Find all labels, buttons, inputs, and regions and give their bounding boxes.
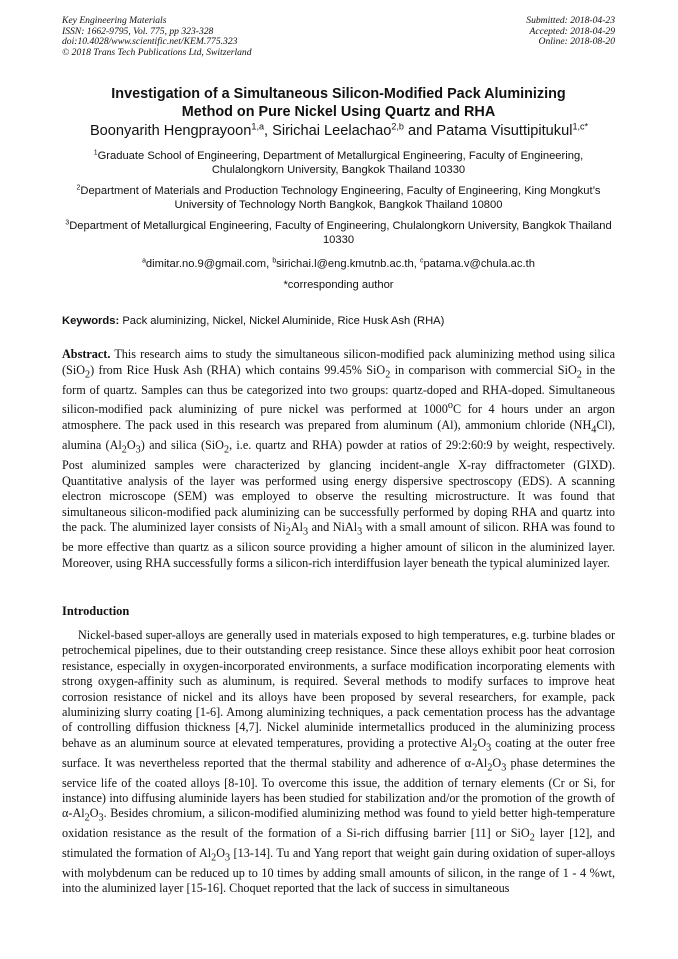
- paper-title: [62, 85, 615, 121]
- abstract-text: C for 4 hours under an argon atmosphere. The pack used in this research was prepared from aluminum (Al), ammonium chloride (NH: [62, 402, 615, 432]
- abstract-text: , i.e. quartz and RHA) powder at ratios of 29:2:60:9 by weight, respectively. Post aluminized samples were characterized by glancing incident-angle X-ray diffractometer (GIXD). Quantitative analysis of the layer was performed using energy dispersive spectroscopy (EDS). A scanning electron microscope (SEM) was employed to observe the resulting microstructure. It was found that simultaneous silicon-modified pack aluminizing can be successfully performed by doping RHA and quartz into the pack. The aluminized layer consists of Ni: [62, 437, 615, 535]
- abstract-text: ) from Rice Husk Ash (RHA) which contains 99.45% SiO: [90, 362, 386, 377]
- email-a-marker: a: [142, 257, 146, 265]
- author-2-affiliation: 2,b: [391, 121, 404, 132]
- intro-text: phase determines the service life of the coated alloys [8-10]. To overcome this issue, the addition of ternary elements (Cr or Si, for instance) into diffusing aluminide layers has been studied for stabilization and/or the promotion of the growth of α-Al: [62, 755, 616, 821]
- intro-text: O: [89, 806, 99, 821]
- affiliation-1-number: 1: [93, 149, 98, 157]
- abstract-text: and NiAl: [308, 520, 358, 535]
- email-b[interactable]: sirichai.l@eng.kmutnb.ac.th,: [276, 258, 417, 270]
- affiliation-3: [62, 219, 615, 248]
- subscript: 2: [121, 444, 127, 456]
- abstract-text: Al: [290, 520, 303, 535]
- email-a[interactable]: dimitar.no.9@gmail.com,: [145, 258, 270, 270]
- publication-dates: [526, 16, 615, 48]
- subscript: 2: [211, 852, 217, 864]
- abstract-text: in comparison with commercial SiO: [390, 362, 577, 377]
- email-b-marker: b: [272, 257, 277, 265]
- keywords-text: Pack aluminizing, Nickel, Nickel Aluminide, Rice Husk Ash (RHA): [122, 315, 445, 327]
- issn: ISSN: 1662-9795, Vol. 775, pp 323-328: [62, 25, 214, 37]
- abstract-text: ) and silica (SiO: [140, 437, 224, 452]
- affiliation-3-text: Department of Metallurgical Engineering, Faculty of Engineering, Chulalongkorn University, Bangkok Thailand 10330: [69, 220, 612, 247]
- subscript: 2: [385, 369, 391, 381]
- affiliation-2: [62, 184, 615, 213]
- intro-text: O: [492, 755, 502, 770]
- author-list: Boonyarith Hengprayoon$^{1,a}$, Sirichai Leelachao$^{2,b}$ and Patama Visuttipitukul$^{1,c*}$: [89, 121, 589, 139]
- author-conjunction: and: [408, 123, 433, 139]
- author-1-affiliation: 1,a: [251, 121, 264, 132]
- affiliation-1-text: Graduate School of Engineering, Department of Metallurgical Engineering, Faculty of Engineering, Chulalongkorn University, Bangkok Thailand 10330: [97, 150, 584, 177]
- intro-text: . Besides chromium, a silicon-modified aluminizing method was found to yield better high-temperature oxidation resistance as the result of the formation of a Si-rich diffusing barrier [11] or SiO: [62, 806, 615, 841]
- subscript: 3: [357, 526, 363, 538]
- affiliation-2-text: Department of Materials and Production Technology Engineering, Faculty of Engineering, King Mongkut’s University of Technology North Bangkok, Bangkok Thailand 10800: [80, 185, 601, 212]
- subscript: 3: [501, 762, 507, 774]
- email-c-marker: c: [419, 257, 424, 265]
- author-emails: [62, 257, 615, 271]
- author-2: Sirichai Leelachao: [272, 123, 392, 139]
- corresponding-author-note: *corresponding author: [283, 279, 394, 291]
- abstract: [62, 347, 615, 572]
- journal-info: [62, 16, 252, 58]
- title-line-2: Method on Pure Nickel Using Quartz and RHA: [181, 104, 496, 120]
- subscript: 2: [576, 369, 582, 381]
- introduction-paragraph: [62, 628, 615, 897]
- journal-name: Key Engineering Materials: [62, 15, 167, 26]
- subscript: 2: [85, 369, 91, 381]
- intro-text: Nickel-based super-alloys are generally used in materials exposed to high temperatures, e.g. turbine blades or petrochemical pipelines, due to their outstanding creep resistance. Since these alloys exhibit poor heat corrosion resistance, especially in oxygen-incorporated environments, a surface modification incorporating elements with strong oxygen-affinity such as aluminum, is required. Several methods to modify surfaces to improve heat corrosion resistance of nickel and its alloys have been proposed by several researchers, for example, pack aluminizing slurry coating [1-6]. Among aluminizing techniques, a pack cementation process has the advantage of controlling diffusion thickness [4,7]. Nickel aluminide intermetallics produced in the aluminizing process behave as an aluminum source at elevated temperatures, providing a protective Al: [62, 628, 615, 750]
- abstract-text: with a small amount of silicon. RHA was found to be more effective than quartz as a silicon source providing a higher amount of silicon in the aluminized layer. Moreover, using RHA successfully forms a silicon-rich interdiffusion layer beneath the typical aluminized layer.: [62, 520, 615, 570]
- author-3-affiliation: 1,c*: [572, 121, 589, 132]
- submitted-date: Submitted: 2018-04-23: [526, 15, 615, 26]
- affiliation-2-number: 2: [76, 184, 81, 192]
- doi[interactable]: doi:10.4028/www.scientific.net/KEM.775.323: [62, 36, 238, 48]
- introduction-heading: Introduction: [62, 604, 130, 618]
- subscript: 3: [486, 742, 492, 754]
- online-date: Online: 2018-08-20: [538, 36, 615, 48]
- email-c[interactable]: patama.v@chula.ac.th: [423, 258, 535, 270]
- abstract-label: Abstract.: [62, 347, 111, 361]
- author-1: Boonyarith Hengprayoon: [89, 123, 252, 139]
- intro-text: O: [216, 846, 226, 861]
- author-3: Patama Visuttipitukul: [436, 123, 573, 139]
- subscript: 2: [285, 526, 291, 538]
- subscript: 4: [591, 424, 597, 436]
- affiliation-1: [62, 149, 615, 178]
- accepted-date: Accepted: 2018-04-29: [529, 25, 615, 37]
- intro-text: layer [12], and stimulated the formation of Al: [62, 826, 615, 861]
- abstract-text: Cl), alumina (Al: [62, 417, 615, 452]
- subscript: 2: [472, 742, 478, 754]
- keywords-label: Keywords:: [62, 315, 120, 327]
- subscript: 3: [135, 444, 141, 456]
- abstract-text: This research aims to study the simultaneous silicon-modified pack aluminizing method using silica (SiO: [62, 347, 616, 377]
- subscript: 3: [225, 852, 231, 864]
- superscript: o: [447, 400, 453, 412]
- intro-text: coating at the outer free surface. It was nevertheless reported that the thermal stability and adherence of α-Al: [62, 735, 615, 770]
- abstract-text: in the form of quartz. Samples can thus be categorized into two groups: quartz-doped and RHA-doped. Simultaneous silicon-modified pack aluminizing of pure nickel was performed at 1000: [62, 362, 615, 417]
- title-line-1: Investigation of a Simultaneous Silicon-Modified Pack Aluminizing: [111, 86, 566, 102]
- affiliation-3-number: 3: [65, 219, 70, 227]
- subscript: 2: [529, 832, 535, 844]
- subscript: 2: [223, 444, 230, 456]
- subscript: 2: [487, 762, 493, 774]
- subscript: 3: [303, 526, 309, 538]
- copyright: © 2018 Trans Tech Publications Ltd, Switzerland: [62, 46, 252, 58]
- keywords: [62, 314, 615, 328]
- intro-text: O: [477, 735, 487, 750]
- intro-text: [13-14]. Tu and Yang report that weight gain during oxidation of super-alloys with molybdenum can be reduced up to 10 times by adding small amounts of silicon, in the range of 1 - 4 %wt, into the aluminized layer [15-16]. Choquet reported that the lack of success in simultaneous: [62, 846, 616, 896]
- abstract-text: O: [126, 437, 136, 452]
- subscript: 3: [98, 812, 104, 824]
- subscript: 2: [84, 812, 90, 824]
